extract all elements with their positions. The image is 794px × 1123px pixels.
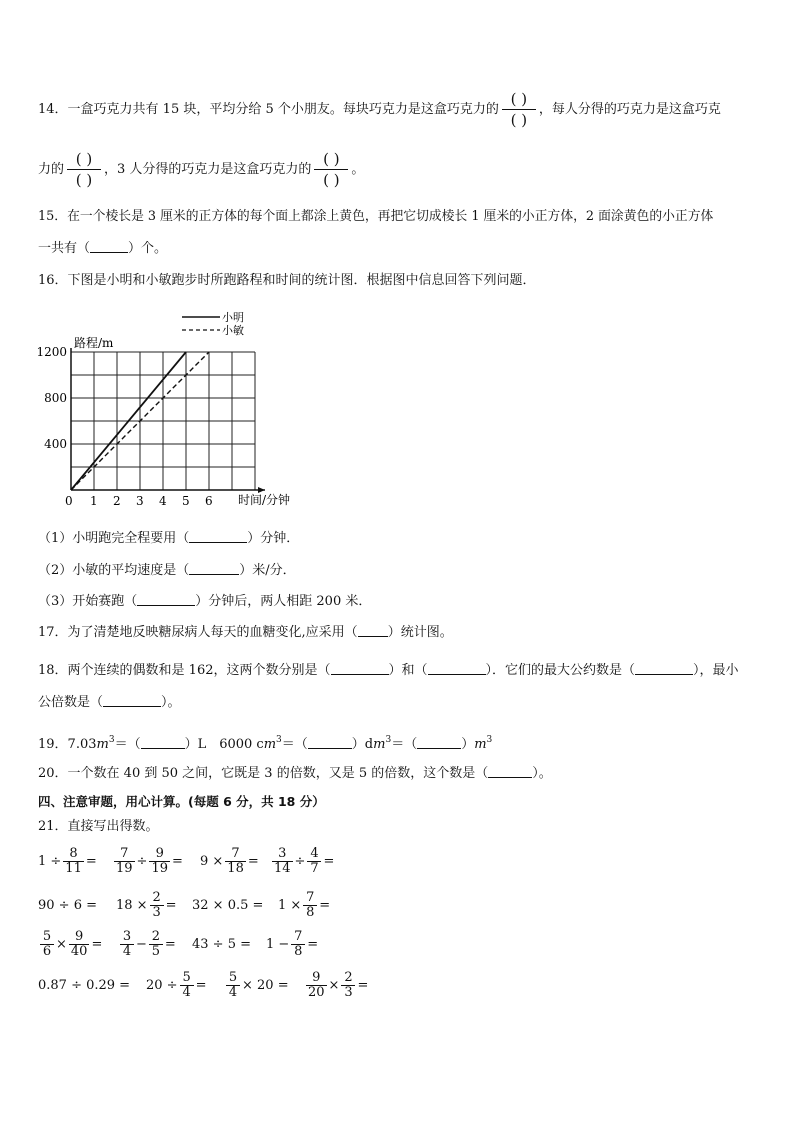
q14-text-3: 力的 [38,162,65,177]
legend-label: 小明 [222,311,244,324]
calc-text: × [56,936,67,952]
q19-text-e: ）d [351,737,374,752]
fraction: $\frac{3}{14}$ [274,845,291,876]
fraction: $\frac{5}{4}$ [180,971,194,1000]
x-tick-label: 2 [113,494,121,508]
q16-sub2 [38,562,296,580]
q19-text-f: ＝（ [391,737,418,752]
calc-text: = [172,853,183,869]
x-tick-label: 3 [136,494,144,508]
calc-text: = [307,936,319,952]
calc-1c[interactable] [200,843,259,879]
q17-text-a: 17．为了清楚地反映糖尿病人每天的血糖变化,应采用（ [38,625,358,640]
q18-text-f: ）。 [161,695,181,710]
legend-label: 小敏 [222,324,244,337]
calc-row-1 [38,843,438,879]
y-tick-label: 1200 [36,345,67,359]
y-tick-label: 800 [44,391,67,405]
section-4-title [38,793,325,811]
answer-blank[interactable] [189,530,247,543]
fraction: $\frac{5}{4}$ [226,971,240,1000]
fraction: $\frac{9}{20}$ [308,969,325,1000]
calc-text: 32 × 0.5 = [192,897,264,913]
q14-text-4: ，3 人分得的巧克力是这盒巧克力的 [104,162,312,177]
calc-4a[interactable] [38,967,130,1003]
q15-line1 [38,208,713,226]
calc-4b[interactable] [146,967,206,1003]
fraction: $\frac{7}{19}$ [116,845,133,876]
q14-line1 [38,90,721,129]
fraction: $\frac{9}{19}$ [151,845,168,876]
q15-text-3: ）个。 [128,241,168,256]
q17 [38,624,453,642]
unit-m: m [263,737,277,752]
q14-text-1: 14．一盒巧克力共有 15 块，平均分给 5 个小朋友。每块巧克力是这盒巧克力的 [38,102,499,117]
calc-3c[interactable] [192,926,251,962]
q16-sub3-text-b: ）分钟后，两人相距 200 米． [195,594,372,609]
calc-text: = [164,936,176,952]
answer-blank[interactable] [137,593,195,606]
q15-line2 [38,240,167,258]
answer-blank[interactable] [428,662,486,675]
calc-text: 43 ÷ 5 = [192,936,251,952]
calc-4d[interactable] [304,967,368,1003]
calc-text: = [91,936,103,952]
q19-text-c: ）L 6000 c [184,737,264,752]
q16-sub3-text-a: （3）开始赛跑（ [38,594,138,609]
q20 [38,765,552,783]
fraction: $\frac{7}{8}$ [303,891,317,920]
q19 [38,731,492,754]
calc-text: 1 ÷ [38,853,62,869]
calc-1a[interactable] [38,843,97,879]
q16-sub1 [38,530,299,548]
distance-time-chart [30,305,360,510]
calc-4c[interactable] [224,967,289,1003]
calc-text: 0.87 ÷ 0.29 = [38,977,131,993]
q14-line2 [38,150,364,189]
q15-text-1: 15．在一个棱长是 3 厘米的正方体的每个面上都涂上黄色，再把它切成棱长 1 厘米的小正方体，2 面涂黄色的小正方体 [38,209,714,224]
q14-text-5: 。 [351,162,365,177]
fraction: $\frac{5}{6}$ [40,930,54,959]
x-tick-label: 0 [65,494,73,508]
q19-text-b: ＝（ [114,737,141,752]
calc-text: = [165,897,177,913]
calc-text: 90 ÷ 6 = [38,897,97,913]
q20-text-b: ）。 [532,766,552,781]
x-tick-label: 4 [159,494,167,508]
answer-blank[interactable] [635,662,693,675]
x-tick-label: 1 [90,494,98,508]
answer-blank[interactable] [358,624,388,637]
y-tick-label: 400 [44,437,67,451]
calc-3d[interactable] [266,926,318,962]
unit-cube: 3 [486,735,493,745]
q16-text: 16．下图是小明和小敏跑步时所跑路程和时间的统计图．根据图中信息回答下列问题． [38,273,536,288]
x-axis-label: 时间/分钟 [238,493,291,507]
fraction: $\frac{9}{40}$ [70,928,88,959]
q16-sub2-text-a: （2）小敏的平均速度是（ [38,563,190,578]
q20-text-a: 20．一个数在 40 到 50 之间，它既是 3 的倍数，又是 5 的倍数，这个数是（ [38,766,489,781]
calc-2d[interactable] [278,887,330,923]
calc-text: − [136,936,147,952]
calc-text: 20 ÷ [146,977,178,993]
calc-text: = [319,897,331,913]
answer-blank[interactable] [103,694,161,707]
q16-sub1-text-a: （1）小明跑完全程要用（ [38,531,190,546]
chart-legend [182,310,244,337]
q16-sub1-text-b: ）分钟． [247,531,300,546]
calc-text: = [357,977,369,993]
calc-3a[interactable] [38,926,102,962]
q17-text-b: ）统计图。 [387,625,453,640]
calc-text: = [195,977,207,993]
q19-text-a: 19．7.03 [38,737,97,752]
q18-text-c: ）．它们的最大公约数是（ [485,663,636,678]
q18-text-a: 18．两个连续的偶数和是 162，这两个数分别是（ [38,663,331,678]
calc-text: × [328,977,340,993]
calc-text: = [85,853,97,869]
x-tick-label: 5 [182,494,190,508]
q19-text-d: ＝（ [281,737,308,752]
answer-fraction-blank[interactable]: ( ) ( ) [502,90,536,129]
unit-cube: 3 [276,735,282,745]
calc-1b[interactable] [112,843,183,879]
calc-row-3 [38,926,438,962]
calc-row-4 [38,967,438,1003]
y-axis-label: 路程/m [74,336,114,350]
calc-text: ÷ [136,853,148,869]
answer-blank[interactable] [331,662,389,675]
answer-blank[interactable] [308,736,352,749]
fraction: $\frac{3}{4}$ [120,930,134,959]
answer-blank[interactable] [417,736,461,749]
unit-m: m [373,737,386,752]
q19-text-g: ） [461,737,475,752]
fraction: $\frac{4}{7}$ [307,847,321,876]
calc-text: 1 − [266,936,290,952]
x-tick-label: 6 [205,494,213,508]
q18-line1 [38,662,739,680]
calc-2b[interactable] [116,887,176,923]
calc-3b[interactable] [118,926,176,962]
q16-sub2-text-b: ）米/分． [239,563,296,578]
q21-title [38,818,159,836]
calc-text: 9 × [200,853,224,869]
fraction: $\frac{2}{5}$ [149,930,163,959]
calc-2c[interactable] [192,887,263,923]
q18-text-e: 公倍数是（ [38,695,104,710]
unit-m: m [96,737,109,752]
calc-row-2 [38,887,438,923]
q15-text-2: 一共有（ [38,241,91,256]
unit-m: m [474,737,487,752]
q18-text-d: ），最小 [693,663,739,678]
answer-blank[interactable] [488,765,532,778]
fraction: $\frac{7}{18}$ [227,845,244,876]
q16-intro [38,272,536,290]
answer-fraction-blank[interactable]: ( ) ( ) [314,150,348,189]
q14-text-2: ，每人分得的巧克力是这盒巧克 [538,102,721,117]
q18-text-b: ）和（ [388,663,428,678]
calc-text: 18 × [116,897,148,913]
answer-blank[interactable] [141,736,185,749]
calc-text: 1 × [278,897,302,913]
q18-line2 [38,694,181,712]
section-4-title-text: 四、注意审题，用心计算。(每题 6 分，共 18 分） [38,794,325,809]
answer-blank[interactable] [189,562,239,575]
calc-1d[interactable] [270,843,334,879]
unit-cube: 3 [385,735,392,745]
q16-sub3 [38,593,371,611]
answer-fraction-blank[interactable]: ( ) ( ) [67,150,101,189]
calc-text: ÷ [294,853,306,869]
calc-text: = [247,853,259,869]
calc-text: = [323,853,335,869]
q21-title-text: 21．直接写出得数。 [38,819,159,834]
fraction: $\frac{7}{8}$ [291,930,305,959]
chart-grid [71,352,255,490]
fraction: $\frac{2}{3}$ [150,891,164,920]
calc-2a[interactable] [38,887,97,923]
fraction: $\frac{2}{3}$ [341,971,355,1000]
fraction: $\frac{8}{11}$ [65,845,82,876]
unit-cube: 3 [108,735,115,745]
calc-text: × 20 = [242,977,289,993]
answer-blank[interactable] [90,240,128,253]
